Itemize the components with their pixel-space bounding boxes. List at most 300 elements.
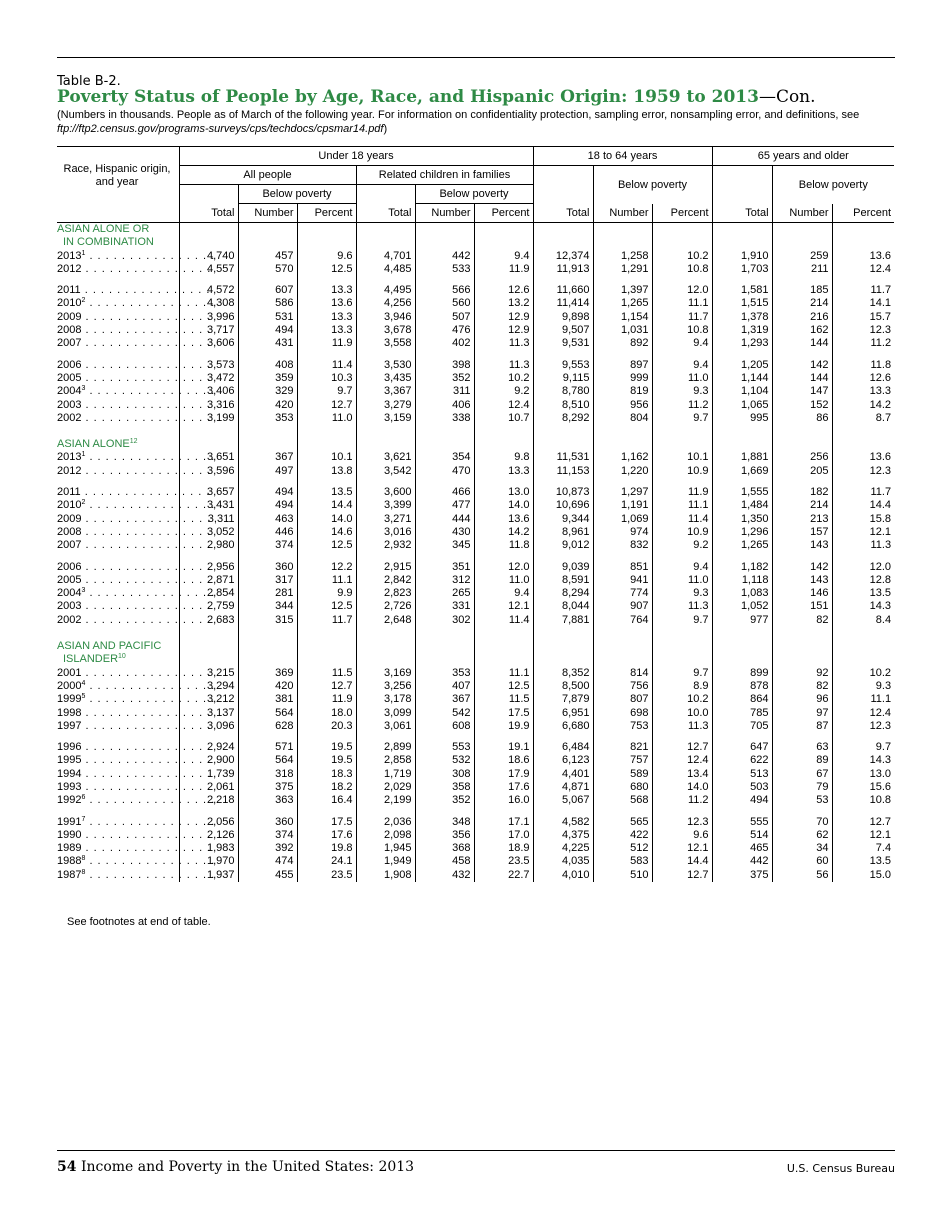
- rel-below-poverty-header: Below poverty: [415, 185, 533, 204]
- value-cell: 1,581: [712, 284, 772, 297]
- value-cell: 14.0: [297, 513, 356, 526]
- empty-cell: [297, 808, 356, 816]
- value-cell: 1,144: [712, 372, 772, 385]
- value-cell: 14.0: [474, 499, 533, 512]
- value-cell: 553: [415, 741, 474, 754]
- col-header-percent: Percent: [832, 204, 894, 223]
- value-cell: 1,182: [712, 561, 772, 574]
- value-cell: 13.8: [297, 465, 356, 478]
- leader-dots: . . . . . . . . . . . . . . . .: [81, 613, 212, 626]
- col-header-total: Total: [533, 204, 593, 223]
- empty-cell: [772, 653, 832, 666]
- value-cell: 11,531: [533, 451, 593, 464]
- leader-dots: . . . . . . . . . . . . . . . .: [85, 815, 216, 828]
- value-cell: 3,311: [179, 513, 238, 526]
- value-cell: 86: [772, 412, 832, 425]
- leader-dots: . . . . . . . . . . . . . . . .: [85, 794, 216, 807]
- value-cell: 12,374: [533, 250, 593, 263]
- value-cell: 23.5: [297, 869, 356, 882]
- table-row: [57, 574, 894, 587]
- section-title-row: [57, 438, 894, 451]
- value-cell: 2,056: [179, 816, 238, 829]
- value-cell: 512: [593, 842, 652, 855]
- bottom-rule: [57, 1150, 895, 1151]
- value-cell: 1,945: [356, 842, 415, 855]
- value-cell: 4,035: [533, 855, 593, 868]
- empty-cell: [832, 808, 894, 816]
- value-cell: 9,553: [533, 359, 593, 372]
- value-cell: 10.8: [652, 324, 712, 337]
- value-cell: 851: [593, 561, 652, 574]
- value-cell: 12.0: [832, 561, 894, 574]
- value-cell: 6,123: [533, 754, 593, 767]
- value-cell: 12.7: [297, 399, 356, 412]
- empty-cell: [712, 425, 772, 438]
- year-footnote: 8: [81, 868, 86, 876]
- table-row: [57, 412, 894, 425]
- year-label: 2012: [57, 464, 82, 477]
- value-cell: 9,507: [533, 324, 593, 337]
- value-cell: 1,983: [179, 842, 238, 855]
- empty-cell: [238, 478, 297, 486]
- section-title-footnote: 12: [129, 438, 138, 446]
- year-label: 2008: [57, 324, 82, 337]
- value-cell: 14.4: [297, 499, 356, 512]
- year-label: 1997: [57, 719, 82, 732]
- empty-cell: [712, 438, 772, 451]
- value-cell: 2,126: [179, 829, 238, 842]
- spacer-cell: [57, 627, 179, 640]
- value-cell: 10.1: [652, 451, 712, 464]
- value-cell: 9.2: [652, 539, 712, 552]
- empty-cell: [356, 438, 415, 451]
- value-cell: 14.3: [832, 600, 894, 613]
- table-row: [57, 829, 894, 842]
- value-cell: 11.2: [652, 794, 712, 807]
- empty-cell: [712, 478, 772, 486]
- value-cell: 12.8: [832, 574, 894, 587]
- value-cell: 2,098: [356, 829, 415, 842]
- row-year: [57, 767, 212, 781]
- value-cell: 408: [238, 359, 297, 372]
- value-cell: 2,842: [356, 574, 415, 587]
- year-label: 2006: [57, 358, 82, 371]
- value-cell: 463: [238, 513, 297, 526]
- value-cell: 753: [593, 720, 652, 733]
- leader-dots: . . . . . . . . . . . . . . . .: [81, 754, 212, 767]
- related-children-header: Related children in families: [356, 166, 533, 185]
- value-cell: 259: [772, 250, 832, 263]
- empty-cell: [712, 351, 772, 359]
- empty-cell: [593, 276, 652, 284]
- value-cell: 470: [415, 465, 474, 478]
- empty-cell: [593, 351, 652, 359]
- value-cell: 11.5: [297, 667, 356, 680]
- empty-cell: [474, 553, 533, 561]
- value-cell: 1,397: [593, 284, 652, 297]
- table-row: [57, 324, 894, 337]
- year-footnote: 1: [81, 451, 86, 459]
- value-cell: 1,154: [593, 311, 652, 324]
- spacer-cell: [57, 808, 179, 816]
- value-cell: 19.5: [297, 754, 356, 767]
- empty-cell: [474, 276, 533, 284]
- leader-dots: . . . . . . . . . . . . . . . .: [80, 486, 211, 499]
- value-cell: 10,873: [533, 486, 593, 499]
- value-cell: 1,484: [712, 499, 772, 512]
- leader-dots: . . . . . . . . . . . . . . . .: [81, 525, 212, 538]
- empty-cell: [832, 640, 894, 653]
- value-cell: 11,913: [533, 263, 593, 276]
- value-cell: 12.6: [832, 372, 894, 385]
- leader-dots: . . . . . . . . . . . . . . . .: [81, 560, 212, 573]
- value-cell: 832: [593, 539, 652, 552]
- value-cell: 9.6: [652, 829, 712, 842]
- year-label: 1988: [57, 855, 82, 868]
- value-cell: 1,739: [179, 768, 238, 781]
- year-footnote: 3: [81, 385, 86, 393]
- value-cell: 899: [712, 667, 772, 680]
- value-cell: 70: [772, 816, 832, 829]
- value-cell: 17.6: [297, 829, 356, 842]
- empty-cell: [712, 808, 772, 816]
- value-cell: 476: [415, 324, 474, 337]
- value-cell: 144: [772, 372, 832, 385]
- value-cell: 5,067: [533, 794, 593, 807]
- value-cell: 1,205: [712, 359, 772, 372]
- empty-cell: [356, 425, 415, 438]
- value-cell: 216: [772, 311, 832, 324]
- empty-cell: [356, 808, 415, 816]
- value-cell: 503: [712, 781, 772, 794]
- section-title: [57, 438, 179, 451]
- value-cell: 11.7: [652, 311, 712, 324]
- value-cell: 12.5: [297, 600, 356, 613]
- value-cell: 977: [712, 614, 772, 627]
- value-cell: 12.4: [652, 754, 712, 767]
- empty-cell: [356, 351, 415, 359]
- empty-cell: [533, 733, 593, 741]
- col-header-total: Total: [179, 204, 238, 223]
- value-cell: 4,871: [533, 781, 593, 794]
- table-row: [57, 869, 894, 882]
- value-cell: 352: [415, 794, 474, 807]
- section-spacer: [57, 425, 894, 438]
- value-cell: 144: [772, 337, 832, 350]
- senior-below-poverty-header: Below poverty: [772, 166, 894, 204]
- value-cell: 79: [772, 781, 832, 794]
- value-cell: 1,378: [712, 311, 772, 324]
- value-cell: 12.7: [652, 869, 712, 882]
- value-cell: 12.5: [297, 263, 356, 276]
- value-cell: 1,703: [712, 263, 772, 276]
- value-cell: 10.7: [474, 412, 533, 425]
- value-cell: 2,956: [179, 561, 238, 574]
- value-cell: 9.3: [652, 385, 712, 398]
- empty-cell: [772, 351, 832, 359]
- value-cell: 11.3: [652, 720, 712, 733]
- empty-cell: [772, 640, 832, 653]
- row-year: [57, 284, 211, 297]
- leader-dots: . . . . . . . . . . . . . . . .: [81, 741, 212, 754]
- year-label: 1991: [57, 815, 82, 828]
- value-cell: 96: [772, 693, 832, 706]
- row-year: [57, 780, 212, 794]
- value-cell: 494: [238, 324, 297, 337]
- value-cell: 11.9: [652, 486, 712, 499]
- value-cell: 11.9: [297, 693, 356, 706]
- value-cell: 56: [772, 869, 832, 882]
- value-cell: 12.1: [474, 600, 533, 613]
- value-cell: 13.4: [652, 768, 712, 781]
- value-cell: 7,879: [533, 693, 593, 706]
- value-cell: 359: [238, 372, 297, 385]
- leader-dots: . . . . . . . . . . . . . . . .: [81, 411, 212, 424]
- table-row: [57, 587, 894, 600]
- section-title-line1: ASIAN AND PACIFIC: [57, 640, 162, 653]
- leader-dots: . . . . . . . . . . . . . . . .: [81, 512, 212, 525]
- empty-cell: [297, 425, 356, 438]
- value-cell: 345: [415, 539, 474, 552]
- value-cell: 9.9: [297, 587, 356, 600]
- year-label: 1990: [57, 828, 82, 841]
- value-cell: 494: [238, 499, 297, 512]
- value-cell: 11.0: [474, 574, 533, 587]
- empty-cell: [652, 438, 712, 451]
- col-header-percent: Percent: [652, 204, 712, 223]
- value-cell: 2,871: [179, 574, 238, 587]
- empty-cell: [297, 478, 356, 486]
- value-cell: 9,898: [533, 311, 593, 324]
- value-cell: 1,065: [712, 399, 772, 412]
- row-year: [57, 794, 216, 807]
- value-cell: 12.3: [832, 720, 894, 733]
- year-label: 1995: [57, 754, 82, 767]
- value-cell: 11.4: [474, 614, 533, 627]
- value-cell: 12.5: [474, 680, 533, 693]
- value-cell: 3,215: [179, 667, 238, 680]
- row-year: [57, 666, 212, 680]
- year-footnote: 2: [81, 499, 86, 507]
- value-cell: 60: [772, 855, 832, 868]
- value-cell: 312: [415, 574, 474, 587]
- value-cell: 12.3: [652, 816, 712, 829]
- empty-cell: [652, 627, 712, 640]
- value-cell: 151: [772, 600, 832, 613]
- empty-cell: [179, 553, 238, 561]
- value-cell: 608: [415, 720, 474, 733]
- row-year: [57, 310, 212, 324]
- spacer-cell: [57, 425, 179, 438]
- note-link[interactable]: ftp://ftp2.census.gov/programs-surveys/cps/techdocs/cpsmar14.pdf: [57, 123, 384, 135]
- col-header-percent: Percent: [474, 204, 533, 223]
- empty-cell: [832, 627, 894, 640]
- value-cell: 2,858: [356, 754, 415, 767]
- empty-cell: [593, 640, 652, 653]
- value-cell: 214: [772, 499, 832, 512]
- value-cell: 457: [238, 250, 297, 263]
- table-row: [57, 816, 894, 829]
- row-year: [57, 679, 216, 693]
- value-cell: 510: [593, 869, 652, 882]
- col-header-number: Number: [415, 204, 474, 223]
- spacer-cell: [57, 351, 179, 359]
- value-cell: 185: [772, 284, 832, 297]
- value-cell: 348: [415, 816, 474, 829]
- value-cell: 3,600: [356, 486, 415, 499]
- empty-cell: [533, 653, 593, 666]
- table-title: [57, 87, 816, 107]
- value-cell: 381: [238, 693, 297, 706]
- value-cell: 804: [593, 412, 652, 425]
- value-cell: 14.2: [832, 399, 894, 412]
- value-cell: 1,118: [712, 574, 772, 587]
- value-cell: 368: [415, 842, 474, 855]
- value-cell: 514: [712, 829, 772, 842]
- value-cell: 10.8: [652, 263, 712, 276]
- value-cell: 17.5: [297, 816, 356, 829]
- value-cell: 402: [415, 337, 474, 350]
- value-cell: 10.9: [652, 465, 712, 478]
- section-title-line1: ASIAN ALONE OR: [57, 223, 150, 235]
- year-label: 1996: [57, 741, 82, 754]
- value-cell: 1,191: [593, 499, 652, 512]
- empty-cell: [712, 733, 772, 741]
- table-row: [57, 372, 894, 385]
- value-cell: 1,069: [593, 513, 652, 526]
- leader-dots: . . . . . . . . . . . . . . . .: [85, 297, 216, 310]
- row-year: [57, 525, 212, 539]
- empty-cell: [533, 438, 593, 451]
- empty-cell: [712, 236, 772, 249]
- value-cell: 14.4: [652, 855, 712, 868]
- value-cell: 4,010: [533, 869, 593, 882]
- value-cell: 406: [415, 399, 474, 412]
- value-cell: 8,044: [533, 600, 593, 613]
- value-cell: 214: [772, 297, 832, 310]
- table-row: [57, 451, 894, 464]
- value-cell: 3,573: [179, 359, 238, 372]
- value-cell: 974: [593, 526, 652, 539]
- value-cell: 566: [415, 284, 474, 297]
- value-cell: 11.1: [474, 667, 533, 680]
- value-cell: 265: [415, 587, 474, 600]
- value-cell: 3,946: [356, 311, 415, 324]
- value-cell: 4,572: [179, 284, 238, 297]
- value-cell: 353: [238, 412, 297, 425]
- row-year: [57, 324, 212, 337]
- value-cell: 4,485: [356, 263, 415, 276]
- empty-cell: [356, 627, 415, 640]
- value-cell: 392: [238, 842, 297, 855]
- value-cell: 318: [238, 768, 297, 781]
- leader-dots: . . . . . . . . . . . . . . . .: [81, 706, 212, 719]
- value-cell: 442: [415, 250, 474, 263]
- value-cell: 11.1: [297, 574, 356, 587]
- value-cell: 329: [238, 385, 297, 398]
- value-cell: 308: [415, 768, 474, 781]
- value-cell: 34: [772, 842, 832, 855]
- value-cell: 143: [772, 574, 832, 587]
- value-cell: 9.3: [652, 587, 712, 600]
- value-cell: 1,970: [179, 855, 238, 868]
- value-cell: 11.8: [474, 539, 533, 552]
- empty-cell: [297, 553, 356, 561]
- value-cell: 444: [415, 513, 474, 526]
- empty-cell: [415, 640, 474, 653]
- value-cell: 2,036: [356, 816, 415, 829]
- row-year: [57, 828, 212, 842]
- value-cell: 19.8: [297, 842, 356, 855]
- table-row: [57, 855, 894, 868]
- empty-cell: [297, 640, 356, 653]
- empty-cell: [832, 733, 894, 741]
- value-cell: 15.7: [832, 311, 894, 324]
- empty-cell: [474, 478, 533, 486]
- value-cell: 532: [415, 754, 474, 767]
- title-suffix: —Con.: [758, 87, 816, 107]
- value-cell: 18.9: [474, 842, 533, 855]
- value-cell: 607: [238, 284, 297, 297]
- empty-cell: [593, 223, 652, 237]
- value-cell: 1,293: [712, 337, 772, 350]
- empty-cell: [593, 425, 652, 438]
- value-cell: 15.6: [832, 781, 894, 794]
- section-spacer: [57, 627, 894, 640]
- leader-dots: . . . . . . . . . . . . . . . .: [81, 262, 212, 275]
- empty-cell: [772, 627, 832, 640]
- value-cell: 589: [593, 768, 652, 781]
- value-cell: 564: [238, 754, 297, 767]
- row-year: [57, 560, 212, 574]
- value-cell: 1,319: [712, 324, 772, 337]
- empty-cell: [297, 438, 356, 451]
- value-cell: 353: [415, 667, 474, 680]
- value-cell: 2,683: [179, 614, 238, 627]
- empty-cell: [238, 351, 297, 359]
- value-cell: 3,435: [356, 372, 415, 385]
- leader-dots: . . . . . . . . . . . . . . . .: [81, 719, 212, 732]
- value-cell: 2,061: [179, 781, 238, 794]
- row-year: [57, 451, 216, 464]
- empty-cell: [652, 733, 712, 741]
- value-cell: 8,292: [533, 412, 593, 425]
- table-row: [57, 781, 894, 794]
- row-year: [57, 754, 212, 767]
- empty-cell: [772, 553, 832, 561]
- value-cell: 9.4: [474, 250, 533, 263]
- empty-cell: [297, 733, 356, 741]
- value-cell: 2,648: [356, 614, 415, 627]
- value-cell: 3,431: [179, 499, 238, 512]
- value-cell: 9.4: [652, 359, 712, 372]
- row-year: [57, 868, 216, 882]
- value-cell: 3,137: [179, 707, 238, 720]
- empty-cell: [356, 553, 415, 561]
- value-cell: 8,780: [533, 385, 593, 398]
- value-cell: 157: [772, 526, 832, 539]
- section-title-cont: [57, 236, 179, 249]
- value-cell: 62: [772, 829, 832, 842]
- empty-cell: [652, 351, 712, 359]
- senior-header: 65 years and older: [712, 147, 894, 166]
- footer-agency: U.S. Census Bureau: [786, 1162, 895, 1175]
- value-cell: 10.2: [652, 250, 712, 263]
- year-label: 2004: [57, 587, 82, 600]
- value-cell: 3,651: [179, 451, 238, 464]
- empty-cell: [832, 223, 894, 237]
- value-cell: 4,375: [533, 829, 593, 842]
